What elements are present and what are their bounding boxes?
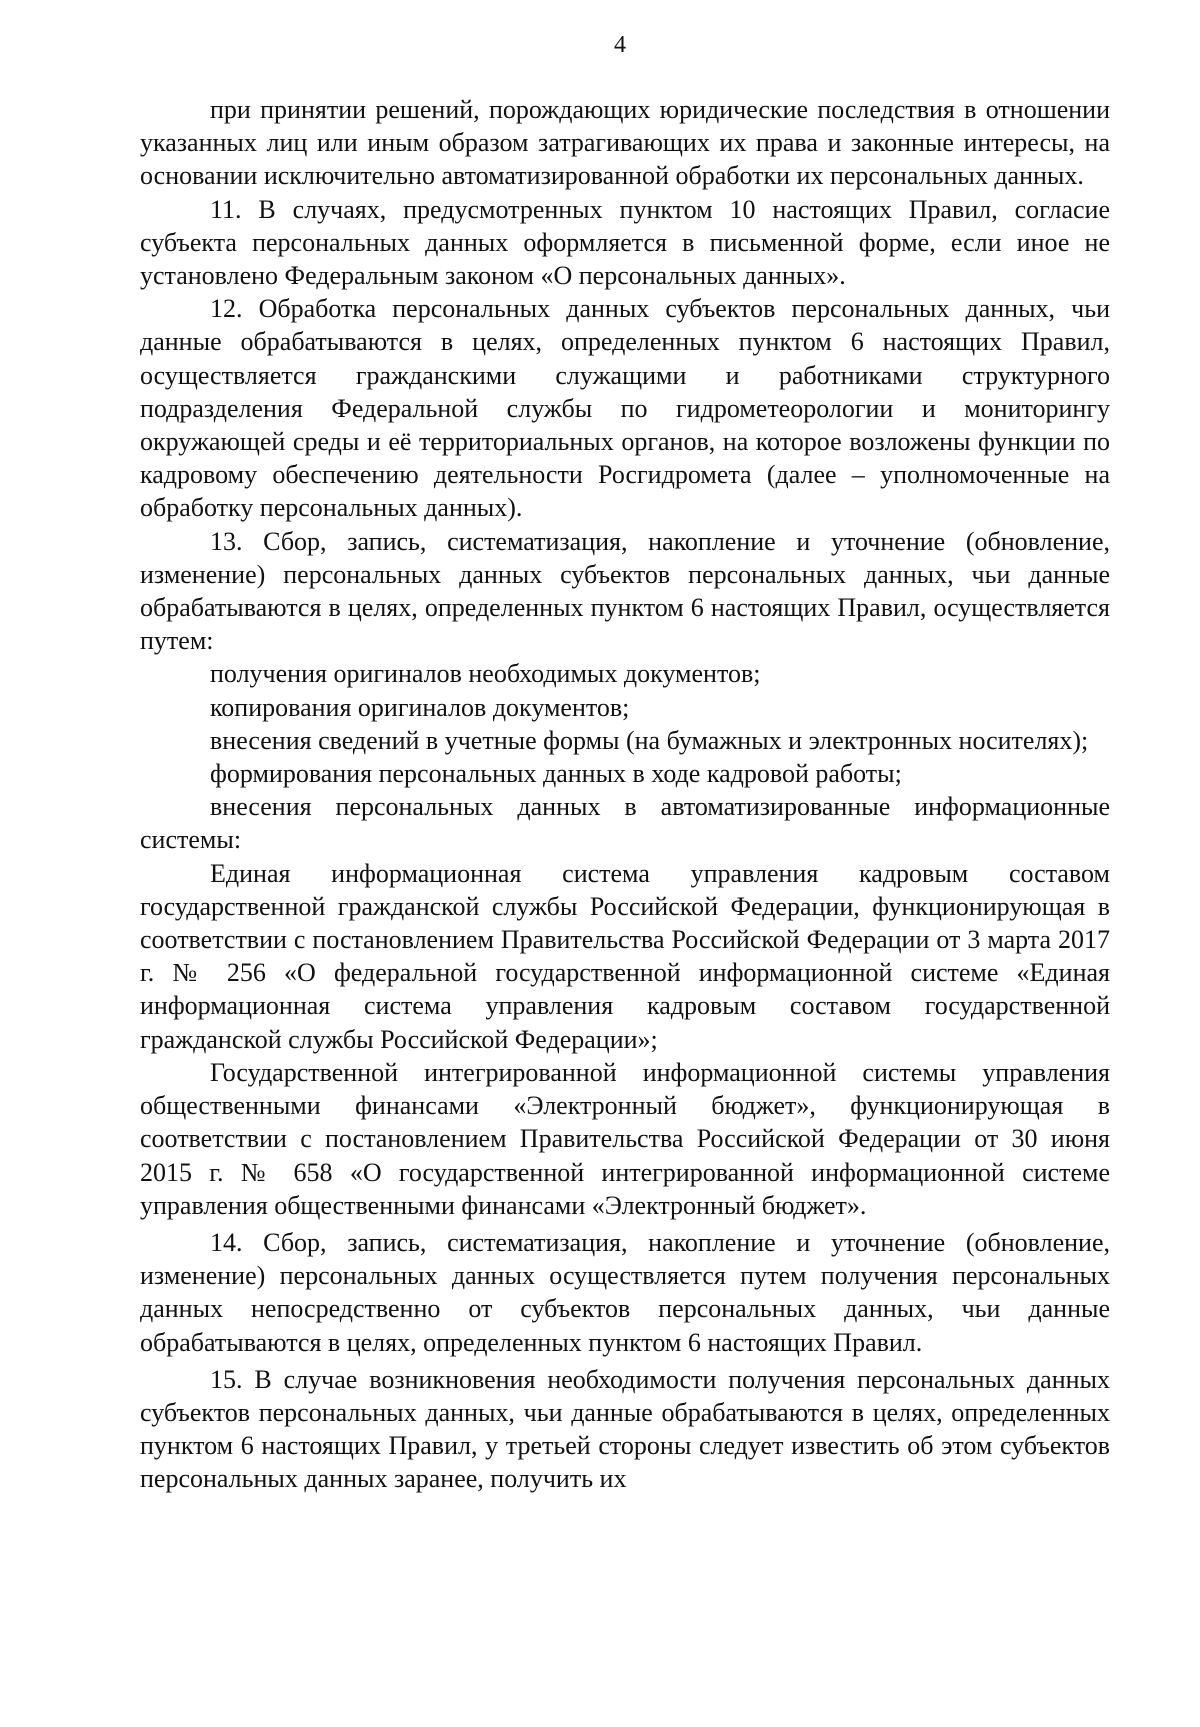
list-item-information-systems: внесения персональных данных в автоматизированные информационные системы: xyxy=(140,792,1110,855)
paragraph-item-14: 14. Сбор, запись, систематизация, накопление и уточнение (обновление, изменение) персональных данных осуществляется путем получения персональных данных непосредственно от субъектов персональных данных, чьи данные обрабатываются в целях, определенных пунктом 6 настоящих Правил. xyxy=(140,1227,1110,1357)
paragraph-item-13: 13. Сбор, запись, систематизация, накопление и уточнение (обновление, изменение) персональных данных субъектов персональных данных, чьи данные обрабатываются в целях, определенных пунктом 6 настоящих Правил, осуществляется путем: xyxy=(140,526,1110,656)
paragraph-item-11: 11. В случаях, предусмотренных пунктом 10 настоящих Правил, согласие субъекта персональных данных оформляется в письменной форме, если иное не установлено Федеральным законом «О персональных данных». xyxy=(140,194,1110,291)
list-item-forms: внесения сведений в учетные формы (на бумажных и электронных носителях); xyxy=(210,725,1089,755)
paragraph-item-12: 12. Обработка персональных данных субъектов персональных данных, чьи данные обрабатываются в целях, определенных пунктом 6 настоящих Правил, осуществляется гражданскими служащими и работниками структурного подразделения Федеральной службы по гидрометеорологии и мониторингу окружающей среды и её территориальных органов, на которое возложены функции по кадровому обеспечению деятельности Росгидромета (далее – уполномоченные на обработку персональных данных). xyxy=(140,294,1110,523)
page-number: 4 xyxy=(614,32,626,58)
document-body xyxy=(140,93,1110,1496)
list-item-hr-system: Единая информационная система управления кадровым составом государственной гражданской службы Российской Федерации, функционирующая в соответствии с постановлением Правительства Российской Федерации от 3 марта 2017 г. № 256 «О федеральной государственной информационной системе «Единая информационная система управления кадровым составом государственной гражданской службы Российской Федерации»; xyxy=(140,858,1110,1054)
list-item-originals: получения оригиналов необходимых документов; xyxy=(210,659,761,689)
paragraph-item-15: 15. В случае возникновения необходимости получения персональных данных субъектов персональных данных, чьи данные обрабатываются в целях, определенных пунктом 6 настоящих Правил, у третьей стороны следует известить об этом субъектов персональных данных заранее, получить их xyxy=(140,1364,1110,1494)
list-item-hr-work: формирования персональных данных в ходе кадровой работы; xyxy=(210,759,902,789)
list-item-copies: копирования оригиналов документов; xyxy=(210,692,630,722)
list-item-electronic-budget: Государственной интегрированной информационной системы управления общественными финансами «Электронный бюджет», функционирующая в соответствии с постановлением Правительства Российской Федерации от 30 июня 2015 г. № 658 «О государственной интегрированной информационной системе управления общественными финансами «Электронный бюджет». xyxy=(140,1057,1110,1220)
paragraph-continuation: при принятии решений, порождающих юридические последствия в отношении указанных лиц или иным образом затрагивающих их права и законные интересы, на основании исключительно автоматизированной обработки их персональных данных. xyxy=(140,95,1110,191)
